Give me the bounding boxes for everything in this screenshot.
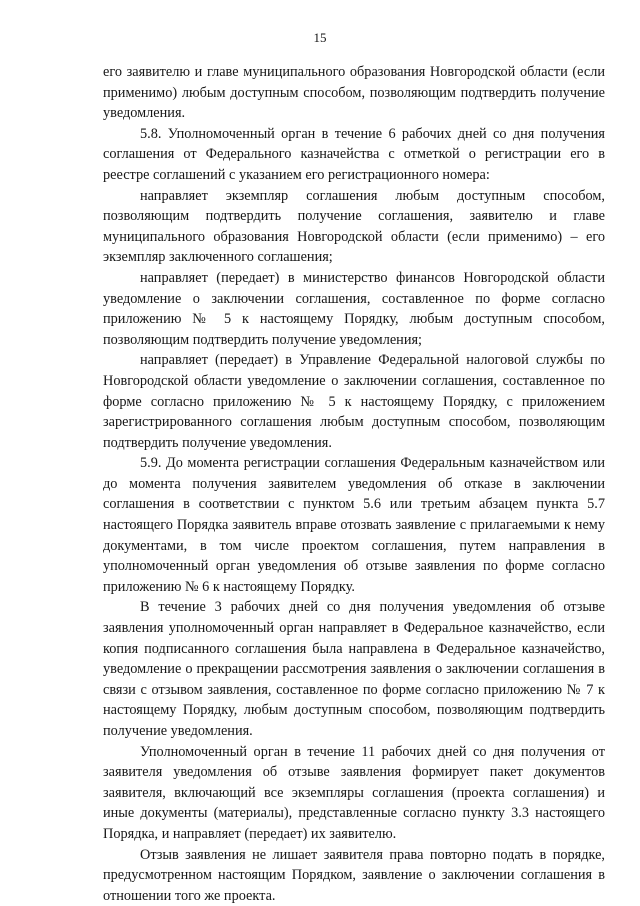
paragraph-5-9-withdrawal: Отзыв заявления не лишает заявителя права повторно подать в порядке, предусмотренном настоящим Порядком, заявление о заключении соглашения в отношении того же проекта.: [103, 846, 605, 904]
paragraph-5-8-item-3: направляет (передает) в Управление Федеральной налоговой службы по Новгородской области уведомление о заключении соглашения, составленное по форме согласно приложению № 5 к настоящему Порядку, с приложением зарегистрированного соглашения любым доступным способом, позволяющим подтвердить получение уведомления.: [103, 352, 605, 451]
paragraph-5-8: 5.8. Уполномоченный орган в течение 6 рабочих дней со дня получения соглашения от Федерального казначейства с отметкой о регистрации его в реестре соглашений с указанием его регистрационного номера:: [103, 125, 605, 183]
paragraph-5-9: 5.9. До момента регистрации соглашения Федеральным казначейством или до момента получения заявителем уведомления об отказе в заключении соглашения в соответствии с пунктом 5.6 или третьим абзацем пункта 5.7 настоящего Порядка заявитель вправе отозвать заявление с прилагаемыми к нему документами, в том числе проектом соглашения, путем направления в уполномоченный орган уведомления об отзыве заявления по форме согласно приложению № 6 к настоящему Порядку.: [103, 455, 605, 595]
paragraph-continuation: его заявителю и главе муниципального образования Новгородской области (если применимо) любым доступным способом, позволяющим подтвердить получение уведомления.: [103, 64, 605, 122]
paragraph-5-9-package: Уполномоченный орган в течение 11 рабочих дней со дня получения от заявителя уведомления об отзыве заявления формирует пакет документов заявителя, включающий все экземпляры соглашения (проекта соглашения) и иные документы (материалы), представленные согласно пункту 3.3 настоящего Порядка, и направляет (передает) их заявителю.: [103, 743, 605, 842]
paragraph-5-8-item-1: направляет экземпляр соглашения любым доступным способом, позволяющим подтвердить получение соглашения, заявителю и главе муниципального образования Новгородской области (если применимо) – его экземпляр заключенного соглашения;: [103, 187, 605, 266]
page-number: 15: [313, 30, 327, 45]
paragraph-5-9-notice: В течение 3 рабочих дней со дня получения уведомления об отзыве заявления уполномоченный орган направляет в Федеральное казначейство, если копия подписанного соглашения была направлена в Федеральное казначейство, уведомление о прекращении рассмотрения заявления о заключении соглашения в связи с отзывом заявления, составленное по форме согласно приложению № 7 к настоящему Порядку, любым доступным способом, позволяющим подтвердить получение уведомления.: [103, 599, 605, 739]
document-body: [103, 62, 605, 906]
paragraph-5-8-item-2: направляет (передает) в министерство финансов Новгородской области уведомление о заключении соглашения, составленное по форме согласно приложению № 5 к настоящему Порядку, любым доступным способом, позволяющим подтвердить получение уведомления;: [103, 269, 605, 348]
